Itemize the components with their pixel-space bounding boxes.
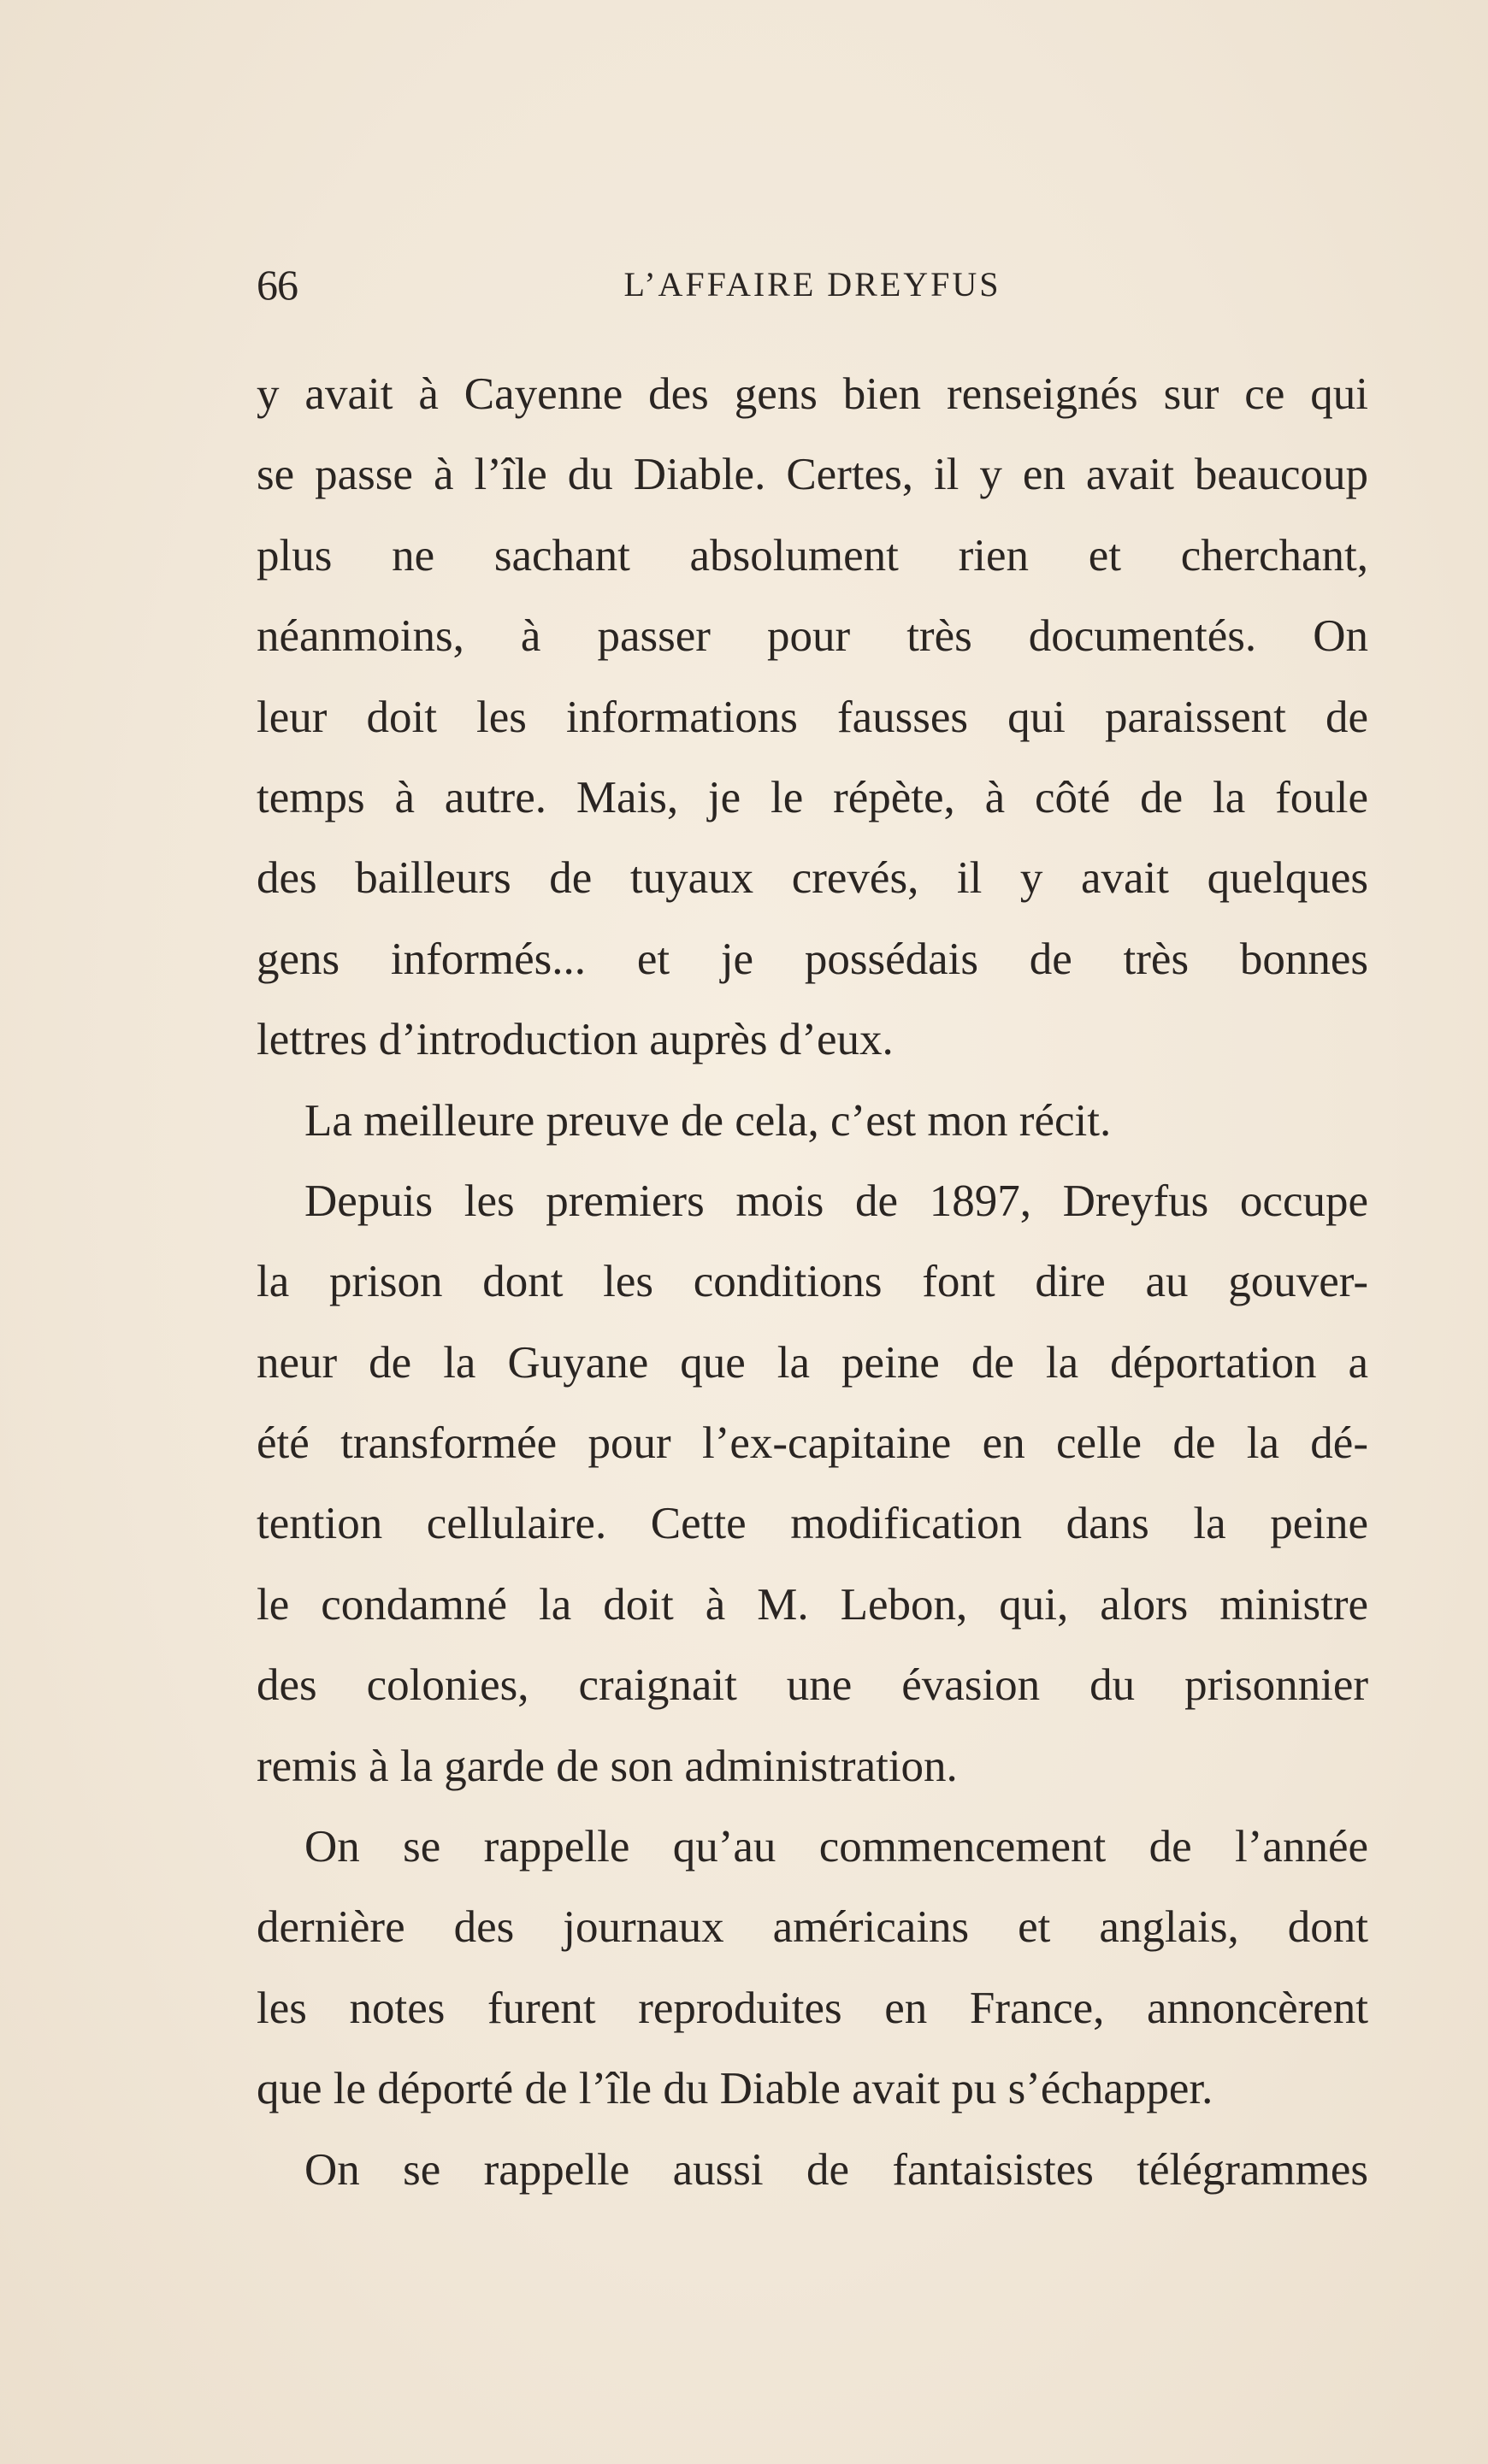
text-line: On se rappelle qu’au commencement de l’année	[304, 1822, 1368, 1872]
text-line: néanmoins, à passer pour très documentés. On	[257, 611, 1368, 662]
text-line: été transformée pour l’ex-capitaine en celle de la dé-	[257, 1418, 1368, 1469]
body-text	[257, 354, 1368, 2210]
running-head: L’AFFAIRE DREYFUS	[623, 265, 1001, 304]
text-line: On se rappelle aussi de fantaisistes télégrammes	[304, 2144, 1368, 2195]
text-line: gens informés... et je possédais de très bonnes	[257, 934, 1368, 984]
text-line: se passe à l’île du Diable. Certes, il y en avait beaucoup	[257, 450, 1368, 500]
text-line: la prison dont les conditions font dire au gouver-	[257, 1257, 1368, 1307]
text-line: dernière des journaux américains et anglais, dont	[257, 1902, 1368, 1953]
text-line: le condamné la doit à M. Lebon, qui, alors ministre	[257, 1579, 1368, 1630]
text-line: Depuis les premiers mois de 1897, Dreyfus occupe	[304, 1176, 1368, 1226]
text-line: lettres d’introduction auprès d’eux.	[257, 1015, 894, 1065]
text-line: des colonies, craignait une évasion du prisonnier	[257, 1660, 1368, 1711]
text-line: remis à la garde de son administration.	[257, 1741, 958, 1791]
text-line: plus ne sachant absolument rien et cherchant,	[257, 530, 1368, 581]
text-line: La meilleure preuve de cela, c’est mon récit.	[304, 1095, 1112, 1146]
text-line: leur doit les informations fausses qui paraissent de	[257, 692, 1368, 742]
text-line: que le déporté de l’île du Diable avait pu s’échapper.	[257, 2064, 1213, 2114]
text-line: y avait à Cayenne des gens bien renseignés sur ce qui	[257, 369, 1368, 419]
text-line: des bailleurs de tuyaux crevés, il y avait quelques	[257, 853, 1368, 904]
text-line: temps à autre. Mais, je le répète, à côté de la foule	[257, 772, 1368, 822]
page-number: 66	[257, 261, 298, 309]
text-line: les notes furent reproduites en France, annoncèrent	[257, 1983, 1368, 2033]
text-line: tention cellulaire. Cette modification dans la peine	[257, 1499, 1368, 1549]
text-line: neur de la Guyane que la peine de la déportation a	[257, 1337, 1368, 1388]
page-header	[257, 255, 1368, 315]
